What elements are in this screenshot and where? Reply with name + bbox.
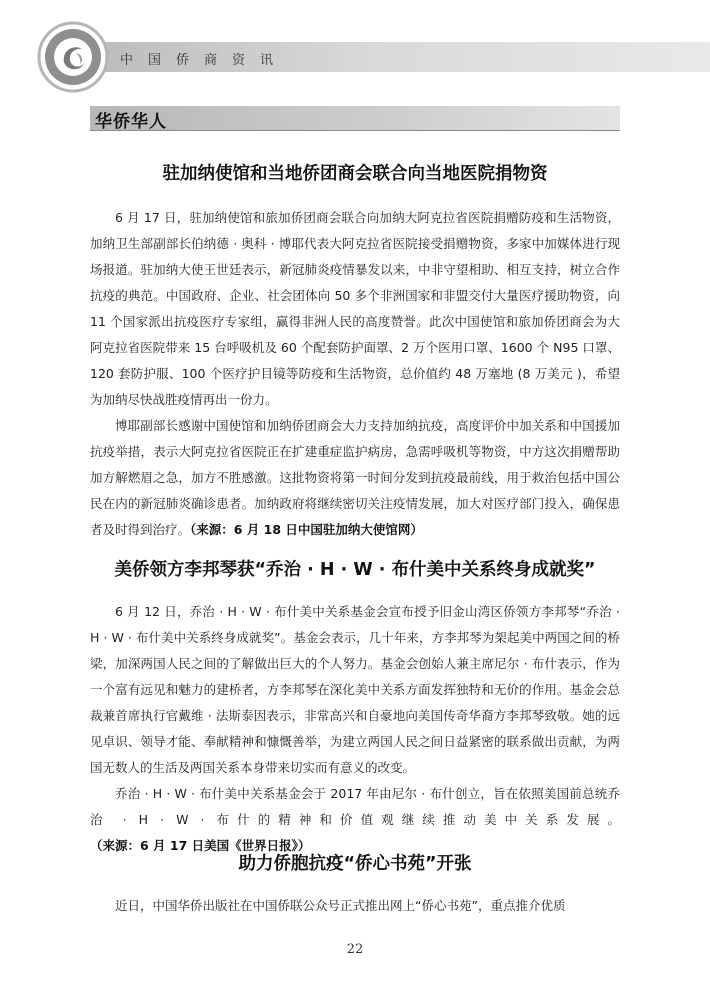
article-source: （来源：6 月 18 日中国驻加纳大使馆网） — [190, 522, 423, 537]
publication-logo — [36, 20, 110, 94]
page-number: 22 — [346, 942, 364, 957]
article-paragraph — [90, 781, 620, 859]
paragraph-text: 6 月 17 日，驻加纳使馆和旅加侨团商会联合向加纳大阿克拉省医院捐赠防疫和生活物资，加纳卫生部副部长伯纳德 · 奥科 · 博耶代表大阿克拉省医院接受捐赠物资，多家中加媒体进行现场报道。驻加纳大使王世廷表示，新冠肺炎疫情暴发以来，中非守望相助、相互支持，树立合作抗疫的典范。中国政府、企业、社会团体向 50 多个非洲国家和非盟交付大量医疗援助物资，向 11 个国家派出抗疫医疗专家组，赢得非洲人民的高度赞誉。此次中国使馆和旅加侨团商会为大阿克拉省医院带来 15 台呼吸机及 60 个配套防护面罩、2 万个医用口罩、1600 个 N95 口罩、120 套防护服、100 个医疗护目镜等防疫和生活物资，总价值约 48 万塞地 (8 万美元 )，希望为加纳尽快战胜疫情再出一份力。 — [90, 210, 620, 407]
article-paragraph — [90, 413, 620, 543]
article-source: （来源：6 月 17 日美国《世界日报》） — [90, 838, 311, 853]
article-paragraph — [90, 205, 620, 413]
paragraph-text: 博耶副部长感谢中国使馆和加纳侨团商会大力支持加纳抗疫，高度评价中加关系和中国援加抗疫举措，表示大阿克拉省医院正在扩建重症监护病房，急需呼吸机等物资，中方这次捐赠帮助加方解燃眉之急，加方不胜感激。这批物资将第一时间分发到抗疫最前线，用于救治包括中国公民在内的新冠肺炎确诊患者。加纳政府将继续密切关注疫情发展，加大对医疗部门投入，确保患者及时得到治疗。 — [90, 418, 620, 537]
logo-emblem-icon — [36, 20, 110, 94]
publication-title: 中国侨商资讯 — [120, 53, 289, 68]
article-headline: 驻加纳使馆和当地侨团商会联合向当地医院捐物资 — [162, 164, 548, 184]
article-paragraph — [90, 599, 620, 781]
article-headline: 助力侨胞抗疫“侨心书苑”开张 — [238, 854, 472, 874]
article-qiaoxin-bookstore — [90, 850, 620, 919]
section-title: 华侨华人 — [95, 112, 167, 132]
paragraph-text: 乔治 · H · W · 布什美中关系基金会于 2017 年由尼尔 · 布什创立，旨在依照美国前总统乔治 · H · W · 布什的精神和价值观继续推动美中关系发展。 — [90, 786, 620, 827]
article-paragraph — [90, 893, 620, 919]
article-bush-award — [90, 556, 620, 859]
paragraph-text: 6 月 12 日，乔治 · H · W · 布什美中关系基金会宣布授予旧金山湾区侨领方李邦琴“乔治 · H · W · 布什美中关系终身成就奖”。基金会表示，几十年来，方李邦琴为架起美中两国之间的桥梁，加深两国人民之间的了解做出巨大的个人努力。基金会创始人兼主席尼尔 · 布什表示，作为一个富有远见和魅力的建桥者，方李邦琴在深化美中关系方面发挥独特和无价的作用。基金会总裁兼首席执行官戴维 · 法斯泰因表示，非常高兴和自豪地向美国传奇华裔方李邦琴致敬。她的远见卓识、领导才能、奉献精神和慷慨善举，为建立两国人民之间日益紧密的联系做出贡献，为两国无数人的生活及两国关系本身带来切实而有意义的改变。 — [90, 604, 620, 775]
section-bar — [90, 106, 620, 131]
article-ghana-donation — [90, 160, 620, 543]
paragraph-text: 近日，中国华侨出版社在中国侨联公众号正式推出网上“侨心书苑”，重点推介优质 — [115, 898, 566, 913]
article-headline: 美侨领方李邦琴获“乔治 · H · W · 布什美中关系终身成就奖” — [114, 560, 596, 580]
